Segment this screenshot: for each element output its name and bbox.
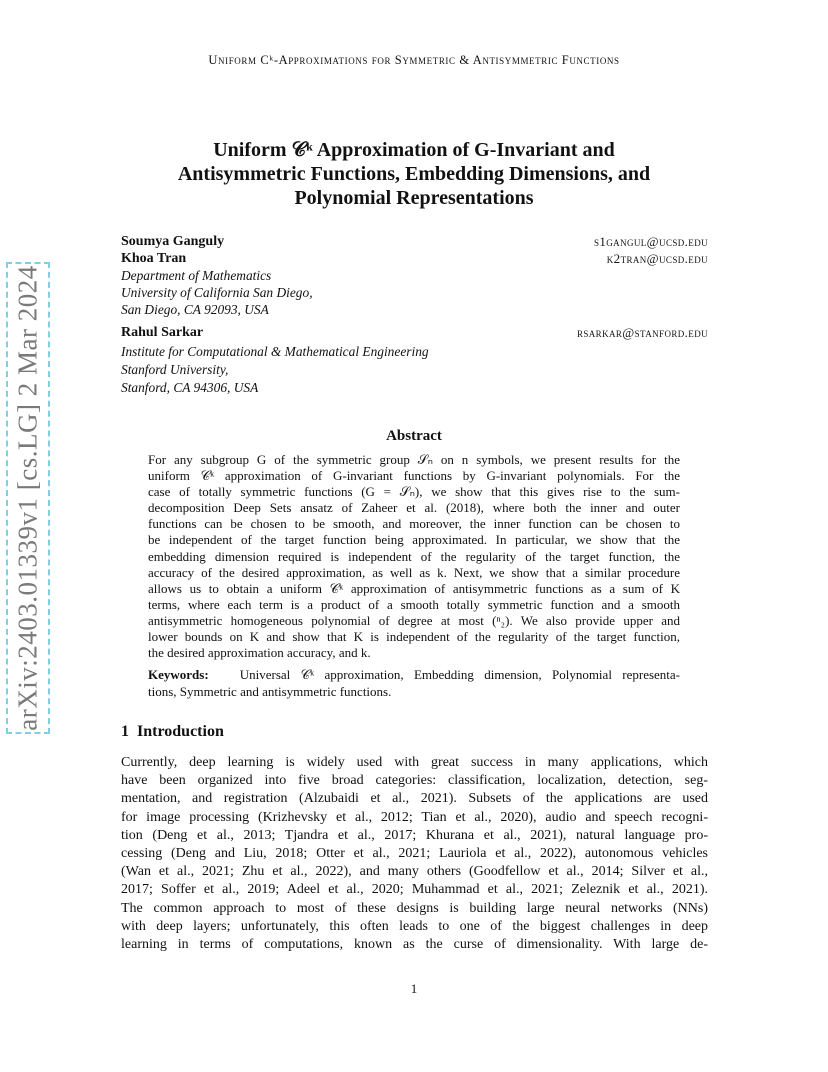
body-line: tion (Deng et al., 2013; Tjandra et al., 2017; Khurana et al., 2021), natural language pro- [121, 827, 708, 843]
abstract-line: antisymmetric homogeneous polynomial of degree at most (ⁿ₂). We also provide upper and [148, 612, 680, 628]
abstract-line: be independent of the target function being approximated. In particular, we show that the [148, 532, 680, 548]
body-line: Currently, deep learning is widely used with great success in many applications, which [121, 755, 708, 770]
affiliation-line: Department of Mathematics [121, 268, 272, 283]
affiliation-line: San Diego, CA 92093, USA [121, 302, 269, 317]
abstract-line: uniform 𝒞ᵏ approximation of G-invariant functions by G-invariant polynomials. For the [148, 468, 680, 484]
abstract-line: terms, where each term is a product of a smooth totally symmetric function and a smooth [148, 596, 680, 612]
title-line: Polynomial Representations [294, 187, 534, 209]
body-line: have been organized into five broad categories: classification, localization, detection, seg- [121, 773, 708, 789]
title-line: Uniform 𝒞ᵏ Approximation of G-Invariant and [213, 139, 615, 161]
author-name: Soumya Ganguly [121, 234, 225, 249]
abstract-line: allows us to obtain a uniform 𝒞ᵏ approximation of antisymmetric functions as a sum of K [148, 580, 680, 596]
keywords-label: Keywords: [148, 667, 209, 682]
abstract-body [148, 452, 680, 661]
body-line: with deep layers; unfortunately, this often leads to one of the biggest challenges in deep [121, 918, 708, 934]
affiliation-line: University of California San Diego, [121, 285, 313, 300]
body-line: 2017; Soffer et al., 2019; Adeel et al., 2020; Muhammad et al., 2021; Zeleznik et al., 2021). [121, 882, 708, 898]
abstract-line: lower bounds on K and show that K is independent of the regularity of the target function, [148, 629, 680, 645]
abstract-line: accuracy of the desired approximation, as well as k. Next, we show that a similar procedure [148, 564, 680, 580]
running-head: Uniform Cᵏ-Approximations for Symmetric & Antisymmetric Functions [208, 53, 620, 67]
author-block-ucsd [121, 233, 708, 318]
keywords-text: Universal 𝒞ᵏ approximation, Embedding dimension, Polynomial representa- [239, 667, 681, 682]
body-line: The common approach to most of these designs is building large neural networks (NNs) [121, 900, 708, 916]
abstract-line: the desired approximation accuracy, and k. [148, 645, 371, 661]
arxiv-identifier: arXiv:2403.01339v1 [cs.LG] 2 Mar 2024 [12, 265, 43, 731]
author-email[interactable]: rsarkar@stanford.edu [576, 325, 708, 340]
paper-title [120, 138, 708, 210]
body-line: cessing (Deng and Liu, 2018; Otter et al., 2021; Lauriola et al., 2022), autonomous vehicles [121, 846, 708, 862]
affiliation-line: Stanford, CA 94306, USA [121, 380, 259, 395]
author-name: Khoa Tran [121, 251, 187, 266]
abstract-line: functions can be chosen to be smooth, and moreover, the inner function can be chosen to [148, 516, 680, 532]
keywords [148, 667, 680, 700]
author-block-stanford [121, 324, 708, 397]
author-name: Rahul Sarkar [121, 325, 204, 340]
section-heading-introduction [121, 723, 224, 741]
abstract-line: embedding dimension required is independent of the regularity of the target function, the [148, 548, 680, 564]
abstract-line: decomposition Deep Sets ansatz of Zaheer et al. (2018), where both the inner and outer [148, 500, 680, 516]
author-email[interactable]: s1gangul@ucsd.edu [593, 234, 708, 249]
title-line: Antisymmetric Functions, Embedding Dimensions, and [177, 163, 651, 185]
affiliation-line: Institute for Computational & Mathematical Engineering [121, 344, 429, 359]
body-line: learning in terms of computations, known as the curse of dimensionality. With large de- [121, 937, 708, 953]
body-line: for image processing (Krizhevsky et al., 2012; Tian et al., 2020), audio and speech recogni- [121, 809, 708, 825]
section-number: 1 [121, 723, 129, 740]
introduction-body [121, 754, 708, 954]
affiliation-line: Stanford University, [121, 362, 229, 377]
abstract-line: case of totally symmetric functions (G = 𝒮ₙ), we show that this gives rise to the sum- [148, 484, 680, 500]
author-email[interactable]: k2tran@ucsd.edu [606, 251, 708, 266]
abstract-heading: Abstract [386, 428, 442, 444]
body-line: (Wan et al., 2021; Zhu et al., 2022), and many others (Goodfellow et al., 2014; Silver et al., [121, 864, 708, 880]
section-title: Introduction [137, 723, 224, 740]
page-number: 1 [410, 981, 418, 996]
keywords-text: tions, Symmetric and antisymmetric functions. [148, 683, 392, 699]
arxiv-sidebar-stamp [6, 262, 50, 734]
abstract-line: For any subgroup G of the symmetric group 𝒮ₙ on n symbols, we present results for the [148, 452, 680, 467]
body-line: mentation, and registration (Alzubaidi et al., 2021). Subsets of the applications are used [121, 791, 708, 807]
